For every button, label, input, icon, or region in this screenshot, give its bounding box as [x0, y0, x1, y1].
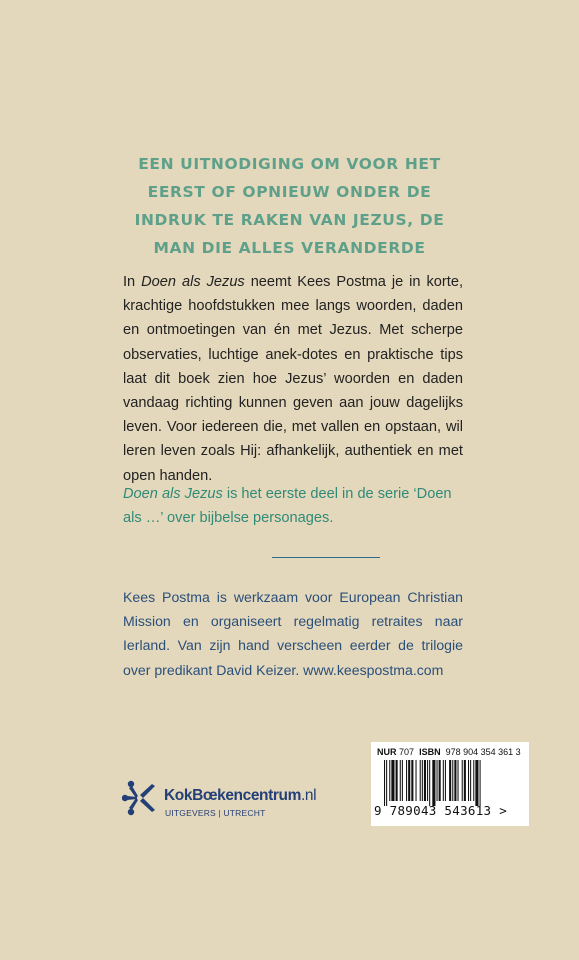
barcode-bar [475, 760, 478, 806]
barcode-bar [416, 760, 417, 801]
barcode-digits: 9 789043 543613 > [374, 803, 508, 818]
barcode-bar [411, 760, 413, 801]
publisher-subtitle: UITGEVERS | UTRECHT [165, 808, 266, 818]
barcode-bar [464, 760, 466, 801]
barcode-bar [470, 760, 471, 801]
barcode-bar [458, 760, 459, 801]
series-body: is het eerste deel in de serie ‘Doen als …’ over bijbelse personages. [123, 486, 452, 527]
barcode-header: NUR 707 ISBN 978 904 354 361 3 [377, 747, 521, 757]
barcode-bar [402, 760, 403, 801]
barcode-bar [424, 760, 426, 801]
tagline: EEN UITNODIGING OM VOOR HET EERST OF OPNIEUW ONDER DE INDRUK TE RAKEN VAN JEZUS, DE MAN DIE ALLES VERANDERDE [134, 155, 445, 257]
barcode-bar [396, 760, 398, 801]
description-body: neemt Kees Postma je in korte, krachtige hoofdstukken mee langs woorden, daden en ontmoetingen van én met Jezus. Met scherpe observaties, luchtige anek-dotes en praktische tips laat dit boek zien hoe Jezus’ woorden en daden vandaag richting kunnen geven aan jouw dagelijks leven. Voor iedereen die, met vallen en opstaan, wil leren leven zoals Hij: afhankelijk, authentiek en met open handen. [123, 274, 464, 484]
barcode-bar [429, 760, 430, 806]
barcode-bar [437, 760, 438, 801]
series-title: Doen als Jezus [123, 486, 223, 502]
description-title: Doen als Jezus [141, 274, 245, 290]
barcode-bar [427, 760, 428, 801]
isbn-barcode [371, 742, 529, 826]
barcode-bar [408, 760, 410, 801]
barcode-bar [406, 760, 407, 801]
barcode-bar [420, 760, 421, 801]
publisher-name: KokBœkencentrum.nl [164, 787, 317, 804]
barcode-bar [454, 760, 456, 801]
publisher-logo-icon [122, 780, 158, 816]
barcode-bar [480, 760, 481, 806]
barcode-bar [384, 760, 385, 806]
book-description [123, 270, 463, 488]
description-prefix: In [123, 274, 142, 290]
publisher-logo [122, 780, 362, 830]
barcode-bar [452, 760, 453, 801]
barcode-bar [391, 760, 394, 801]
barcode-bar [439, 760, 441, 801]
barcode-bar [432, 760, 435, 806]
barcode-bar [445, 760, 446, 801]
author-bio: Kees Postma is werkzaam voor European Christian Mission en organiseert regelmatig retraites naar Ierland. Van zijn hand verscheen eerder de trilogie over predikant David Keizer. www.keespostma.com [123, 589, 463, 678]
barcode-bar [443, 760, 444, 801]
barcode-bar [389, 760, 390, 801]
divider [272, 557, 380, 558]
series-note [123, 482, 463, 530]
barcode-bar [468, 760, 469, 801]
barcode-bars [384, 760, 518, 806]
barcode-bar [386, 760, 387, 806]
barcode-bar [422, 760, 423, 801]
barcode-bar [462, 760, 463, 801]
barcode-bar [449, 760, 451, 801]
barcode-bar [400, 760, 401, 801]
barcode-bar [473, 760, 474, 801]
